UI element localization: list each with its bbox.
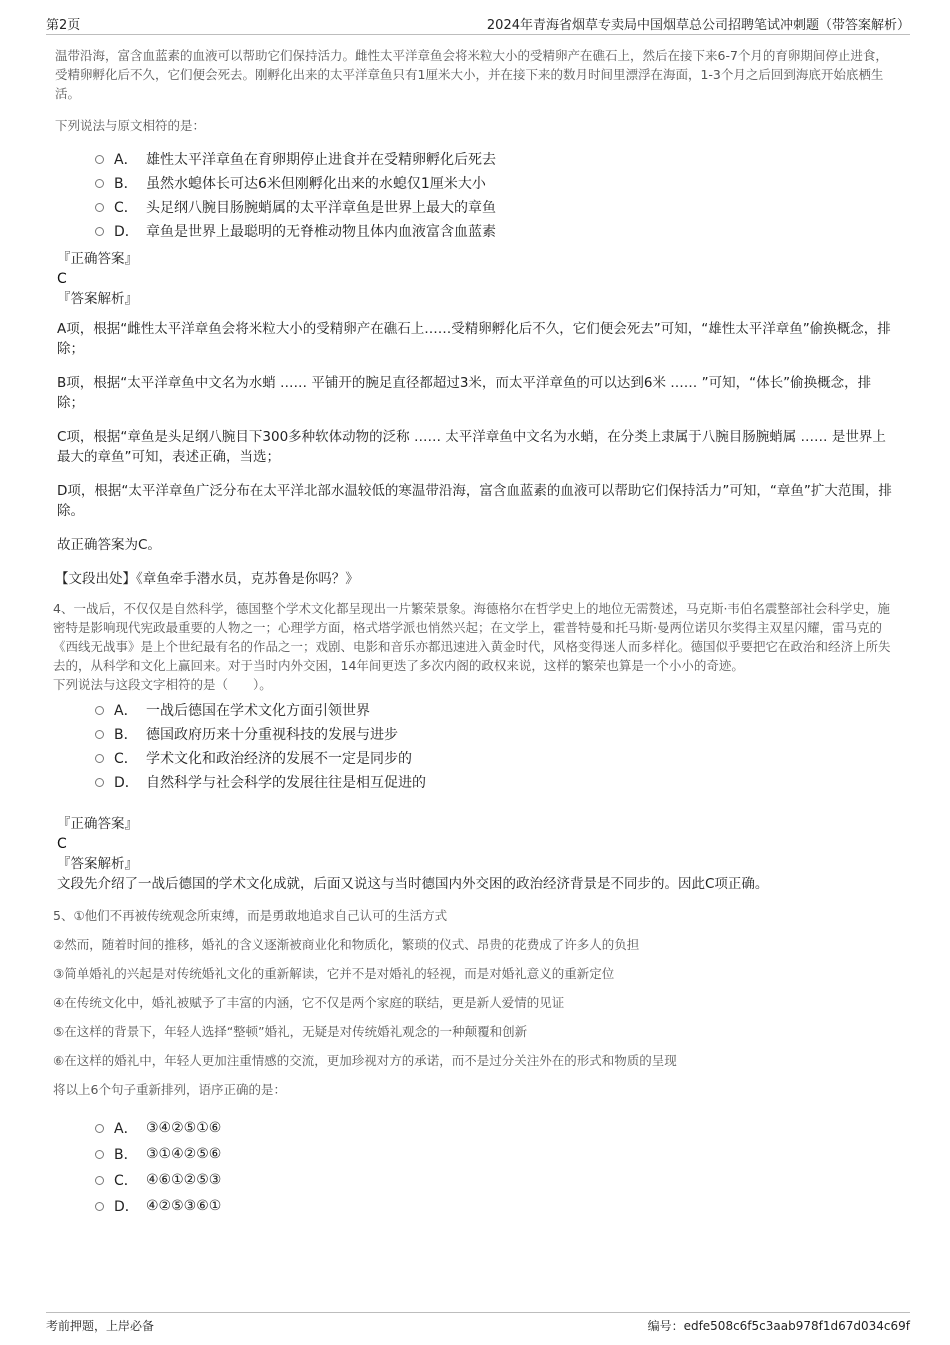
document-id: 编号：edfe508c6f5c3aab978f1d67d034c69f: [647, 1319, 910, 1333]
q3-analysis-label: 『答案解析』: [57, 291, 138, 307]
q4-analysis-label: 『答案解析』: [57, 856, 138, 872]
page-number: 第2页: [46, 18, 81, 33]
q4-option-a[interactable]: A． 一战后德国在学术文化方面引领世界: [95, 698, 895, 722]
q5-option-a[interactable]: A． ③④②⑤①⑥: [95, 1115, 895, 1141]
q3-question: 下列说法与原文相符的是：: [55, 118, 206, 133]
q5-options: [95, 1115, 895, 1219]
q3-analysis-a: A项，根据“雌性太平洋章鱼会将米粒大小的受精卵产在礁石上……受精卵孵化后不久，它们便会死去”可知，“雄性太平洋章鱼”偷换概念，排除；: [57, 321, 891, 357]
radio-icon[interactable]: [95, 1176, 104, 1185]
q3-analysis-c: C项，根据“章鱼是头足纲八腕目下300多种软体动物的泛称 …… 太平洋章鱼中文名为水蛸，在分类上隶属于八腕目肠腕蛸属 …… 是世界上最大的章鱼”可知，表述正确，当选；: [57, 429, 886, 465]
document-title: 2024年青海省烟草专卖局中国烟草总公司招聘笔试冲刺题（带答案解析）: [486, 18, 910, 33]
q3-analysis-b: B项，根据“太平洋章鱼中文名为水蛸 …… 平铺开的腕足直径都超过3米，而太平洋章鱼的可以达到6米 …… ”可知，“体长”偷换概念，排除；: [57, 375, 872, 411]
q5-option-c[interactable]: C． ④⑥①②⑤③: [95, 1167, 895, 1193]
radio-icon[interactable]: [95, 1150, 104, 1159]
q3-source: 【文段出处】《章鱼牵手潜水员，克苏鲁是你吗？》: [55, 571, 359, 587]
q3-answer-label: 『正确答案』: [57, 251, 138, 267]
q4-option-b[interactable]: B． 德国政府历来十分重视科技的发展与进步: [95, 722, 895, 746]
radio-icon[interactable]: [95, 227, 104, 236]
q3-conclusion: 故正确答案为C。: [57, 537, 161, 553]
q3-analysis-d: D项，根据“太平洋章鱼广泛分布在太平洋北部水温较低的寒温带沿海，富含血蓝素的血液可以帮助它们保持活力”可知，“章鱼”扩大范围，排除。: [57, 483, 892, 519]
q3-passage: 温带沿海，富含血蓝素的血液可以帮助它们保持活力。雌性太平洋章鱼会将米粒大小的受精卵产在礁石上，然后在接下来6-7个月的育卵期间停止进食，受精卵孵化后不久，它们便会死去。刚孵化出来的太平洋章鱼只有1厘米大小，并在接下来的数月时间里漂浮在海面，1-3个月之后回到海底开始底栖生活。: [55, 48, 888, 101]
q4-option-c[interactable]: C． 学术文化和政治经济的发展不一定是同步的: [95, 746, 895, 770]
q3-options: [95, 147, 895, 243]
q4-analysis: 文段先介绍了一战后德国的学术文化成就，后面又说这与当时德国内外交困的政治经济背景是不同步的。因此C项正确。: [57, 876, 769, 892]
radio-icon[interactable]: [95, 1124, 104, 1133]
q5-sentence-3: ③简单婚礼的兴起是对传统婚礼文化的重新解读，它并不是对婚礼的轻视，而是对婚礼意义的重新定位: [53, 966, 615, 981]
q4-answer: C: [57, 836, 67, 852]
q4-passage: 4、一战后，不仅仅是自然科学，德国整个学术文化都呈现出一片繁荣景象。海德格尔在哲学史上的地位无需赘述，马克斯·韦伯名震整部社会科学史，施密特是影响现代宪政最重要的人物之一；心理学方面，格式塔学派也悄然兴起；在文学上，霍普特曼和托马斯·曼两位诺贝尔奖得主双星闪耀，雷马克的《西线无战事》是上个世纪最有名的作品之一；戏剧、电影和音乐亦都迅速进入黄金时代，风格变得迷人而多样化。德国似乎要把它在政治和经济上所失去的，从科学和文化上赢回来。对于当时内外交困，14年间更迭了多次内阁的政权来说，这样的繁荣也算是一个小小的奇迹。: [53, 601, 891, 673]
q5-option-b[interactable]: B． ③①④②⑤⑥: [95, 1141, 895, 1167]
radio-icon[interactable]: [95, 706, 104, 715]
radio-icon[interactable]: [95, 203, 104, 212]
q5-option-d[interactable]: D． ④②⑤③⑥①: [95, 1193, 895, 1219]
q4-option-d[interactable]: D． 自然科学与社会科学的发展往往是相互促进的: [95, 770, 895, 794]
q3-option-d[interactable]: D． 章鱼是世界上最聪明的无脊椎动物且体内血液富含血蓝素: [95, 219, 895, 243]
q3-option-a[interactable]: A． 雄性太平洋章鱼在育卵期停止进食并在受精卵孵化后死去: [95, 147, 895, 171]
q5-sentence-5: ⑤在这样的背景下，年轻人选择“整顿”婚礼，无疑是对传统婚礼观念的一种颠覆和创新: [53, 1024, 528, 1039]
q4-answer-label: 『正确答案』: [57, 816, 138, 832]
q5-question: 将以上6个句子重新排列，语序正确的是：: [53, 1082, 286, 1097]
q5-sentence-6: ⑥在这样的婚礼中，年轻人更加注重情感的交流，更加珍视对方的承诺，而不是过分关注外在的形式和物质的呈现: [53, 1053, 677, 1068]
q3-option-b[interactable]: B． 虽然水螅体长可达6米但刚孵化出来的水螅仅1厘米大小: [95, 171, 895, 195]
q5-sentence-1: 5、①他们不再被传统观念所束缚，而是勇敢地追求自己认可的生活方式: [53, 908, 448, 923]
q5-sentence-4: ④在传统文化中，婚礼被赋予了丰富的内涵，它不仅是两个家庭的联结，更是新人爱情的见证: [53, 995, 565, 1010]
radio-icon[interactable]: [95, 730, 104, 739]
q4-question: 下列说法与这段文字相符的是（ ）。: [53, 677, 272, 692]
radio-icon[interactable]: [95, 179, 104, 188]
radio-icon[interactable]: [95, 754, 104, 763]
radio-icon[interactable]: [95, 1202, 104, 1211]
radio-icon[interactable]: [95, 155, 104, 164]
footer-slogan: 考前押题，上岸必备: [46, 1319, 155, 1333]
q4-options: [95, 698, 895, 794]
radio-icon[interactable]: [95, 778, 104, 787]
page-footer: [46, 1312, 910, 1335]
q5-sentence-2: ②然而，随着时间的推移，婚礼的含义逐渐被商业化和物质化，繁琐的仪式、昂贵的花费成了许多人的负担: [53, 937, 640, 952]
q3-option-c[interactable]: C． 头足纲八腕目肠腕蛸属的太平洋章鱼是世界上最大的章鱼: [95, 195, 895, 219]
page-content: [55, 44, 895, 1225]
page-header: [46, 14, 910, 35]
q3-answer: C: [57, 271, 67, 287]
